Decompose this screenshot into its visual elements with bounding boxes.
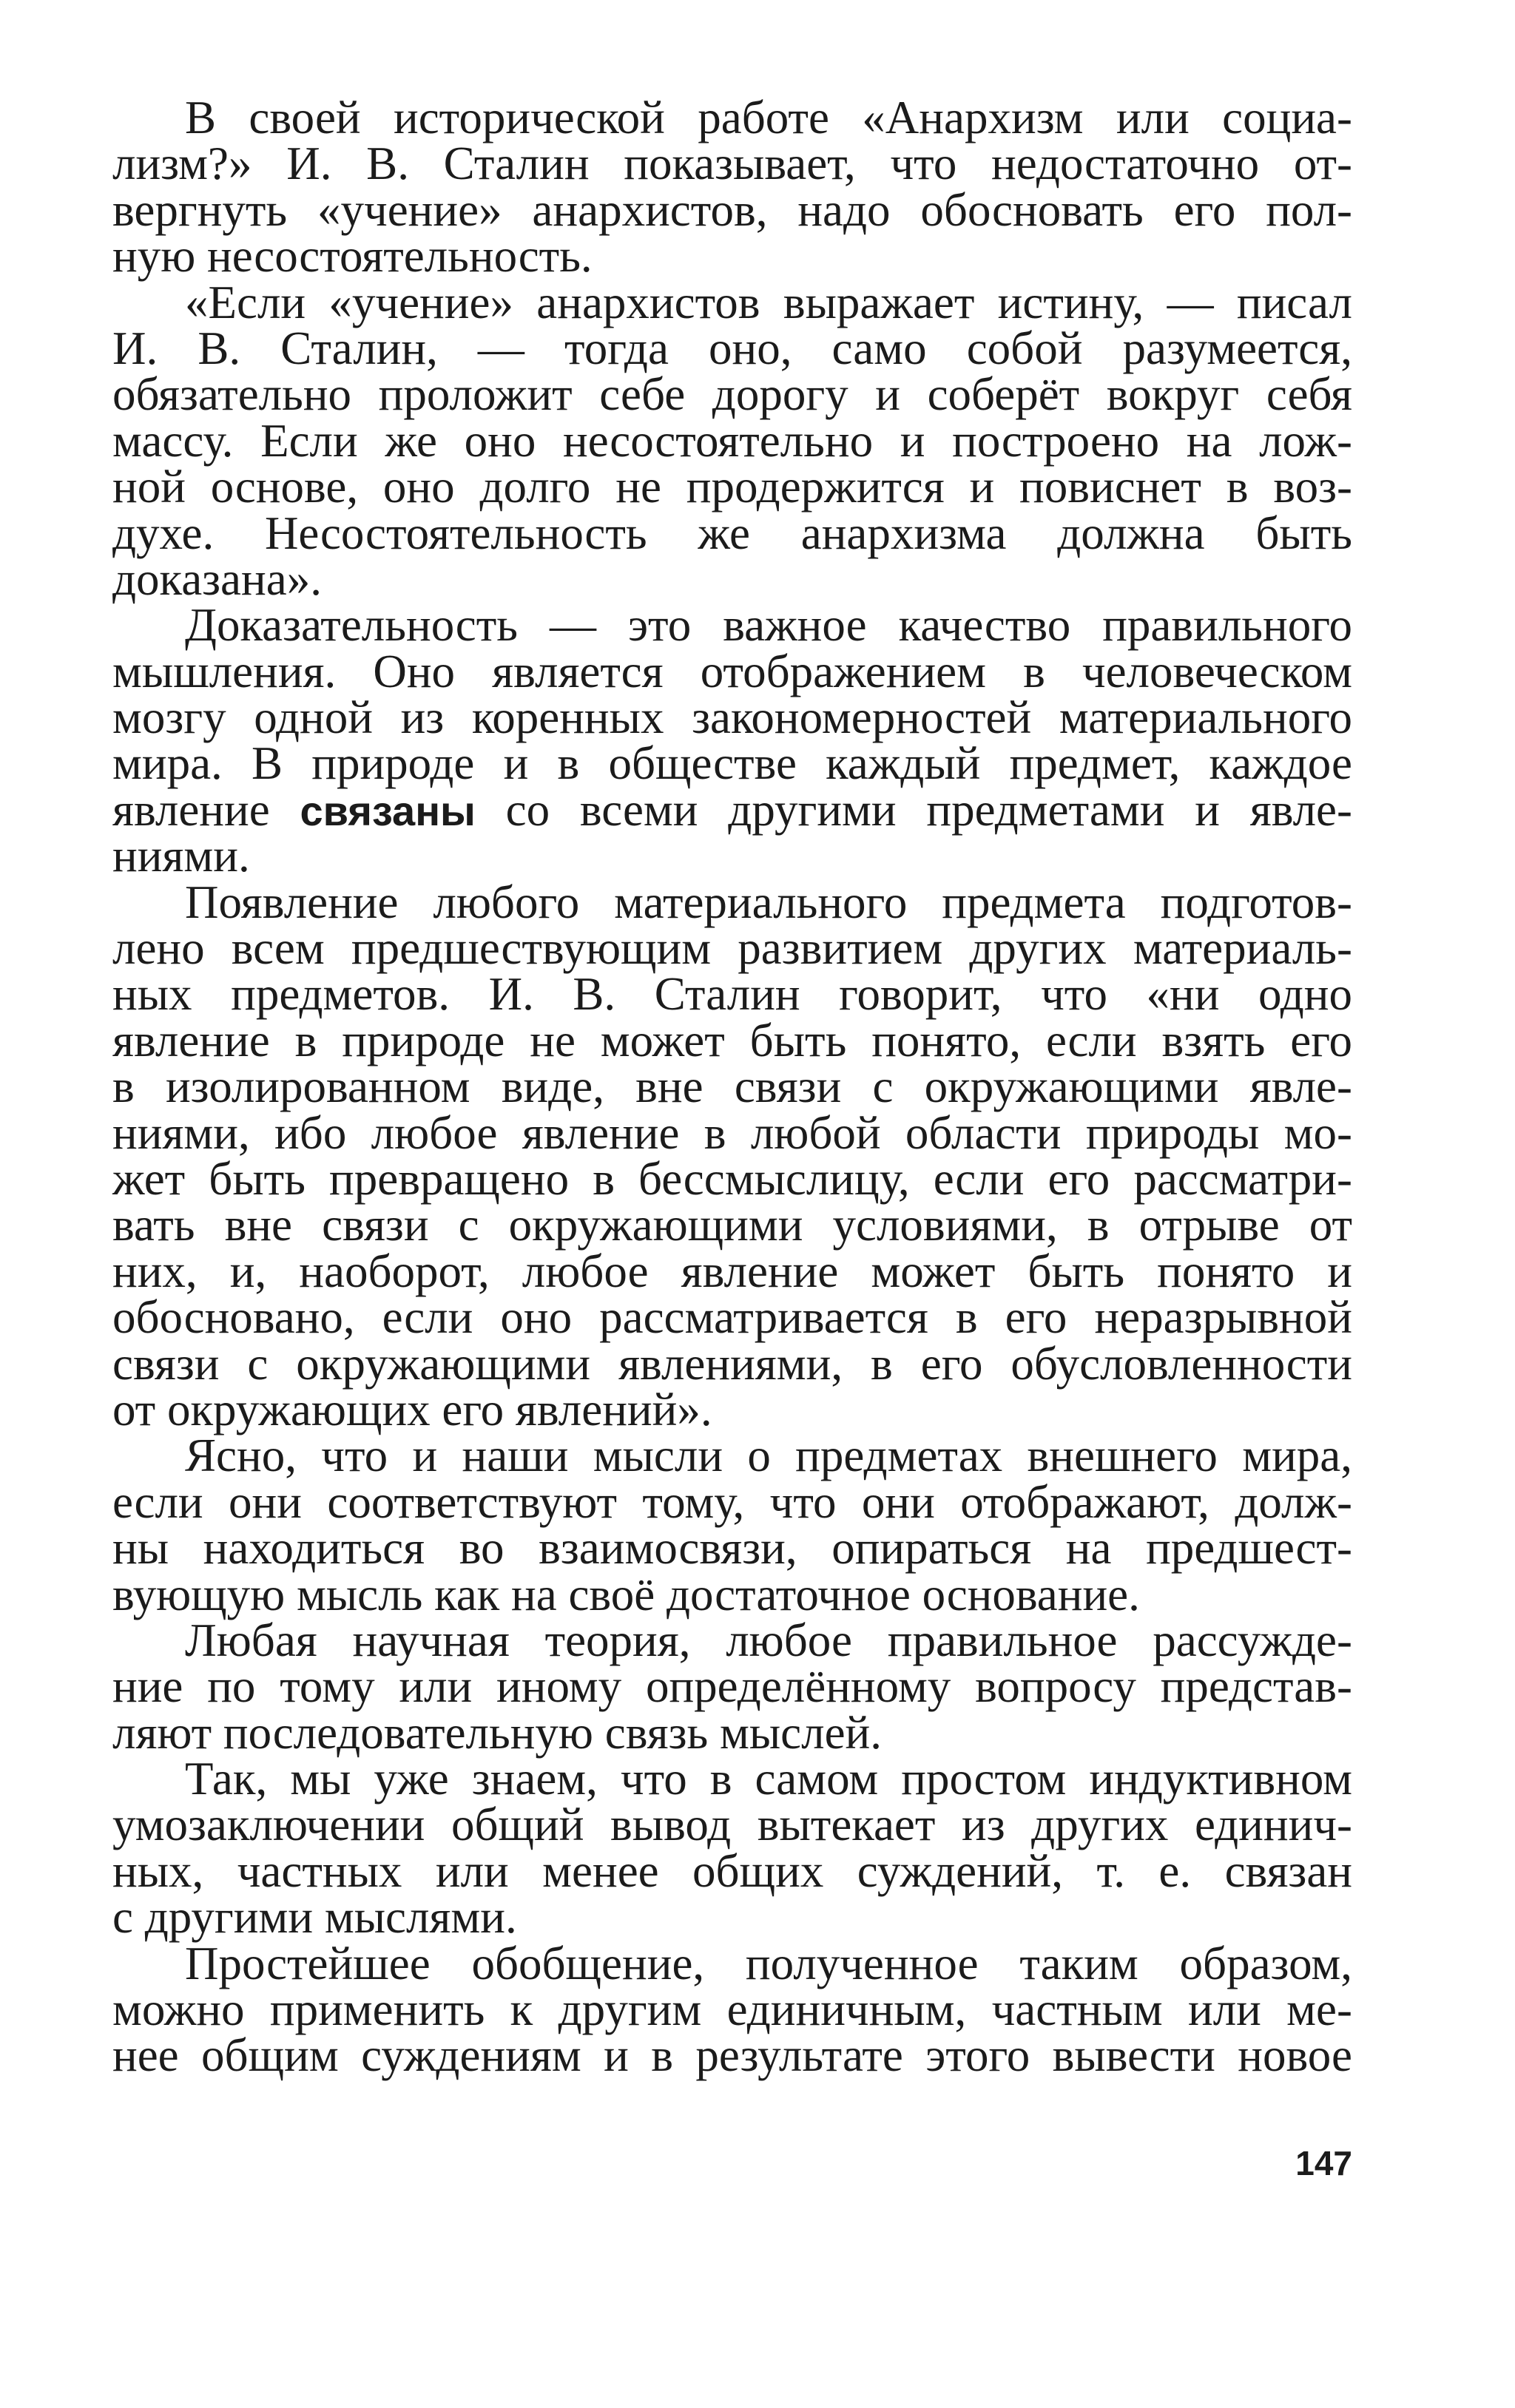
text-line: Так, мы уже знаем, что в самом простом индуктивном [185, 1753, 1352, 1805]
paragraph-3 [112, 599, 1352, 882]
text-line: от окружающих его явлений». [112, 1383, 712, 1435]
text-line: можно применить к другим единичным, частным или ме- [112, 1983, 1352, 2036]
text-line: вующую мысль как на своё достаточное основание. [112, 1568, 1140, 1620]
text-line: Доказательность — это важное качество правильного [185, 599, 1352, 652]
text-line: явление в природе не может быть понято, если взять его [112, 1014, 1352, 1066]
text-line: ние по тому или иному определённому вопросу представ- [112, 1660, 1352, 1713]
text-line: мозгу одной из коренных закономерностей материального [112, 691, 1352, 744]
text-line: доказана». [112, 552, 322, 605]
paragraph-1 [112, 92, 1352, 283]
text-line: «Если «учение» анархистов выражает истину, — писал [185, 276, 1352, 328]
page-number: 147 [1295, 2144, 1352, 2182]
text-line: лизм?» И. В. Сталин показывает, что недостаточно от- [112, 138, 1352, 190]
text-line: вать вне связи с окружающими условиями, в отрыве от [112, 1199, 1352, 1251]
text-line: ны находиться во взаимосвязи, опираться на предшест- [112, 1522, 1352, 1575]
text-line: обязательно проложит себе дорогу и соберёт вокруг себя [112, 368, 1352, 421]
paragraph-4 [112, 876, 1352, 1435]
text-line: массу. Если же оно несостоятельно и построено на лож- [112, 414, 1352, 467]
text-line: жет быть превращено в бессмыслицу, если его рассматри- [112, 1152, 1352, 1205]
emphasized-word: связаны [300, 787, 476, 834]
text-line: лено всем предшествующим развитием других материаль- [112, 922, 1352, 975]
text-line: нее общим суждениям и в результате этого вывести новое [112, 2029, 1352, 2082]
text-line: духе. Несостоятельность же анархизма должна быть [112, 507, 1352, 559]
text-line: Любая научная теория, любое правильное рассужде- [185, 1614, 1352, 1666]
text-line: Появление любого материального предмета подготов- [185, 876, 1352, 928]
text-line: них, и, наоборот, любое явление может быть понято и [112, 1245, 1352, 1297]
paragraph-2 [112, 276, 1352, 605]
text-line: ной основе, оно долго не продержится и повиснет в воз- [112, 461, 1352, 513]
body-text [112, 92, 1352, 2082]
text-line: в изолированном виде, вне связи с окружающими явле- [112, 1061, 1352, 1113]
text-line: с другими мыслями. [112, 1891, 517, 1944]
text-line: мышления. Оно является отображением в человеческом [112, 645, 1352, 697]
text-line: ниями. [112, 830, 250, 882]
paragraph-8 [112, 1937, 1352, 2082]
text-line: В своей исторической работе «Анархизм или социа- [185, 92, 1352, 143]
text-line: Простейшее обобщение, полученное таким образом, [185, 1937, 1352, 1989]
text-line: связи с окружающими явлениями, в его обусловленности [112, 1337, 1352, 1390]
paragraph-5 [112, 1430, 1352, 1620]
text-line: вергнуть «учение» анархистов, надо обосновать его пол- [112, 183, 1352, 236]
text-line: И. В. Сталин, — тогда оно, само собой разумеется, [112, 322, 1352, 374]
text-line: ных предметов. И. В. Сталин говорит, что «ни одно [112, 968, 1352, 1021]
text-segment: явление [112, 783, 300, 836]
paragraph-7 [112, 1753, 1352, 1944]
text-line: мира. В природе и в обществе каждый предмет, каждое [112, 737, 1352, 790]
text-line: если они соответствуют тому, что они отображают, долж- [112, 1475, 1352, 1528]
text-segment: со всеми другими предметами и явле- [475, 783, 1352, 836]
text-line: ную несостоятельность. [112, 230, 593, 283]
text-line: Ясно, что и наши мысли о предметах внешнего мира, [185, 1430, 1352, 1482]
text-line: ляют последовательную связь мыслей. [112, 1706, 882, 1759]
text-line: обосновано, если оно рассматривается в его неразрывной [112, 1291, 1352, 1344]
text-line: ных, частных или менее общих суждений, т. е. связан [112, 1844, 1352, 1897]
text-line: ниями, ибо любое явление в любой области природы мо- [112, 1106, 1352, 1159]
text-line-with-emphasis [112, 783, 1352, 836]
text-line: умозаключении общий вывод вытекает из других единич- [112, 1799, 1352, 1851]
paragraph-6 [112, 1614, 1352, 1759]
